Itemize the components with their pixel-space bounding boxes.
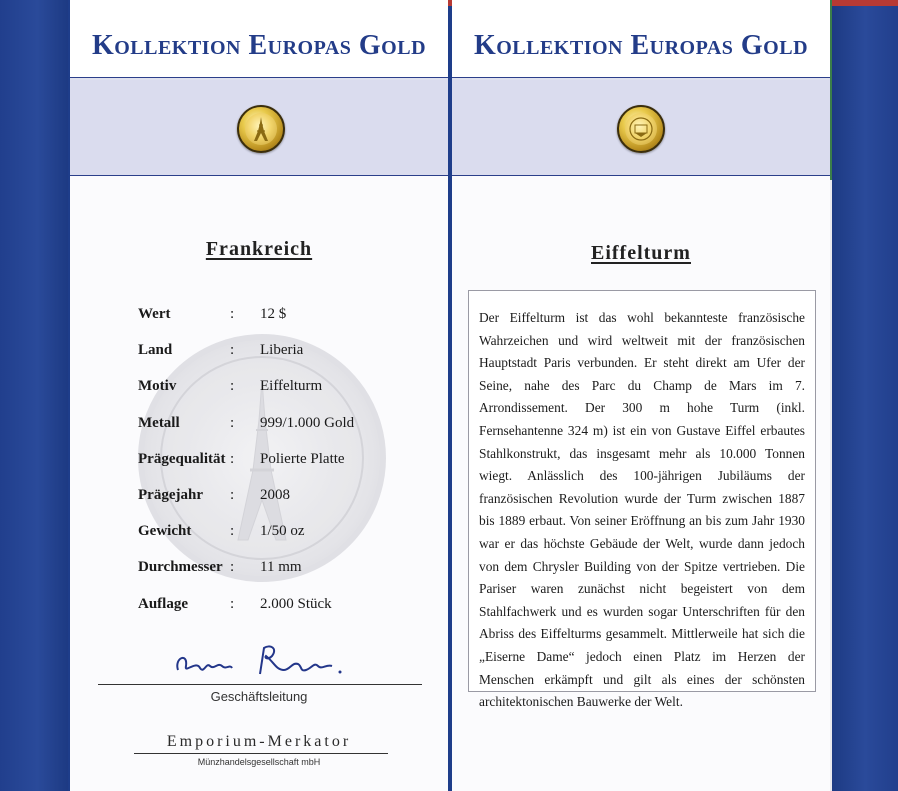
signature-caption: Geschäftsleitung [210, 689, 308, 704]
spec-colon: : [230, 523, 235, 540]
spec-row [70, 415, 448, 439]
signature-line [98, 684, 422, 685]
spec-key: Wert [138, 306, 171, 322]
card-header [70, 0, 448, 78]
spec-row [70, 306, 448, 330]
spec-colon: : [230, 414, 235, 431]
spec-key: Metall [138, 414, 180, 431]
spec-key: Motiv [138, 378, 177, 395]
spec-key: Gewicht [138, 523, 192, 540]
spec-row [70, 523, 448, 547]
section-title-motif: Eiffelturm [591, 242, 691, 264]
spec-colon: : [230, 559, 235, 576]
spec-key: Durchmesser [138, 559, 223, 576]
brand-title: Kollektion Europas Gold [91, 30, 427, 61]
spec-value: 12 $ [260, 306, 287, 322]
spec-row [70, 378, 448, 402]
coin-band [70, 80, 448, 176]
info-card [452, 0, 830, 791]
certificate-card [70, 0, 448, 791]
spec-colon: : [230, 450, 235, 467]
spec-colon: : [230, 342, 235, 359]
spec-row [70, 559, 448, 583]
coin-band [452, 80, 830, 176]
seal-icon [625, 113, 657, 145]
blue-frame-right [832, 0, 898, 791]
spec-value: 11 mm [260, 559, 302, 576]
company-name: Emporium-Merkator [166, 733, 352, 750]
spec-key: Prägequalität [138, 450, 226, 467]
spec-colon: : [230, 595, 235, 612]
spec-value: Polierte Platte [260, 450, 345, 467]
spec-value: 2008 [260, 487, 290, 503]
spec-colon: : [230, 378, 235, 395]
spec-row [70, 487, 448, 511]
spec-value: 2.000 Stück [260, 595, 332, 612]
spec-row [70, 342, 448, 366]
spec-value: 1/50 oz [260, 523, 305, 540]
spec-colon: : [230, 306, 235, 322]
spec-value: Eiffelturm [260, 378, 323, 395]
blue-frame-left [0, 0, 68, 791]
spec-key: Prägejahr [138, 487, 203, 503]
spec-row [70, 596, 448, 620]
eiffel-tower-coin-icon [237, 105, 285, 153]
description-text: Der Eiffelturm ist das wohl bekannteste französische Wahrzeichen und wird weltweit mit der französischen Hauptstadt Paris verbunden. Er steht direkt am Ufer der Seine, nahe des Parc du Champ de Mars im 7. Arrondissement. Der 300 m hohe Turm (inkl. Fernsehantenne 324 m) ist ein von Gustave Eiffel erbautes Stahlkonstrukt, das insgesamt mehr als 10.000 Tonnen wiegt. Anlässlich des 100-jährigen Jubiläums der französischen Revolution wurde der Turm zwischen 1887 bis 1889 erbaut. Von seiner Eröffnung an bis zum Jahr 1930 war er das höchste Gebäude der Welt, wurde dann jedoch von dem Chrysler Building von der Spitze vertrieben. Die Pariser waren zunächst nicht begeistert von dem Stahlfachwerk und es wurden sogar Unterschriften für den Abriss des Eiffelturms gesammelt. Mittlerweile hat sich die „Eiserne Dame“ jedoch einen Platz im Herzen der Menschen erkämpft und gilt als eines der schönsten architektonischen Bauwerke der Welt. [479, 310, 805, 710]
eiffel-tower-icon [245, 113, 277, 145]
spec-key: Land [138, 342, 173, 359]
spec-value: Liberia [260, 342, 304, 359]
spec-colon: : [230, 487, 235, 503]
section-title-country: Frankreich [205, 238, 313, 260]
spec-value: 999/1.000 Gold [260, 414, 355, 431]
description-box [468, 290, 816, 710]
card-header [452, 0, 830, 78]
brand-title: Kollektion Europas Gold [473, 30, 809, 61]
company-divider [134, 753, 388, 754]
spec-row [70, 451, 448, 475]
company-subtitle: Münzhandelsgesellschaft mbH [197, 757, 321, 767]
liberia-seal-coin-icon [617, 105, 665, 153]
spec-key: Auflage [138, 595, 188, 612]
